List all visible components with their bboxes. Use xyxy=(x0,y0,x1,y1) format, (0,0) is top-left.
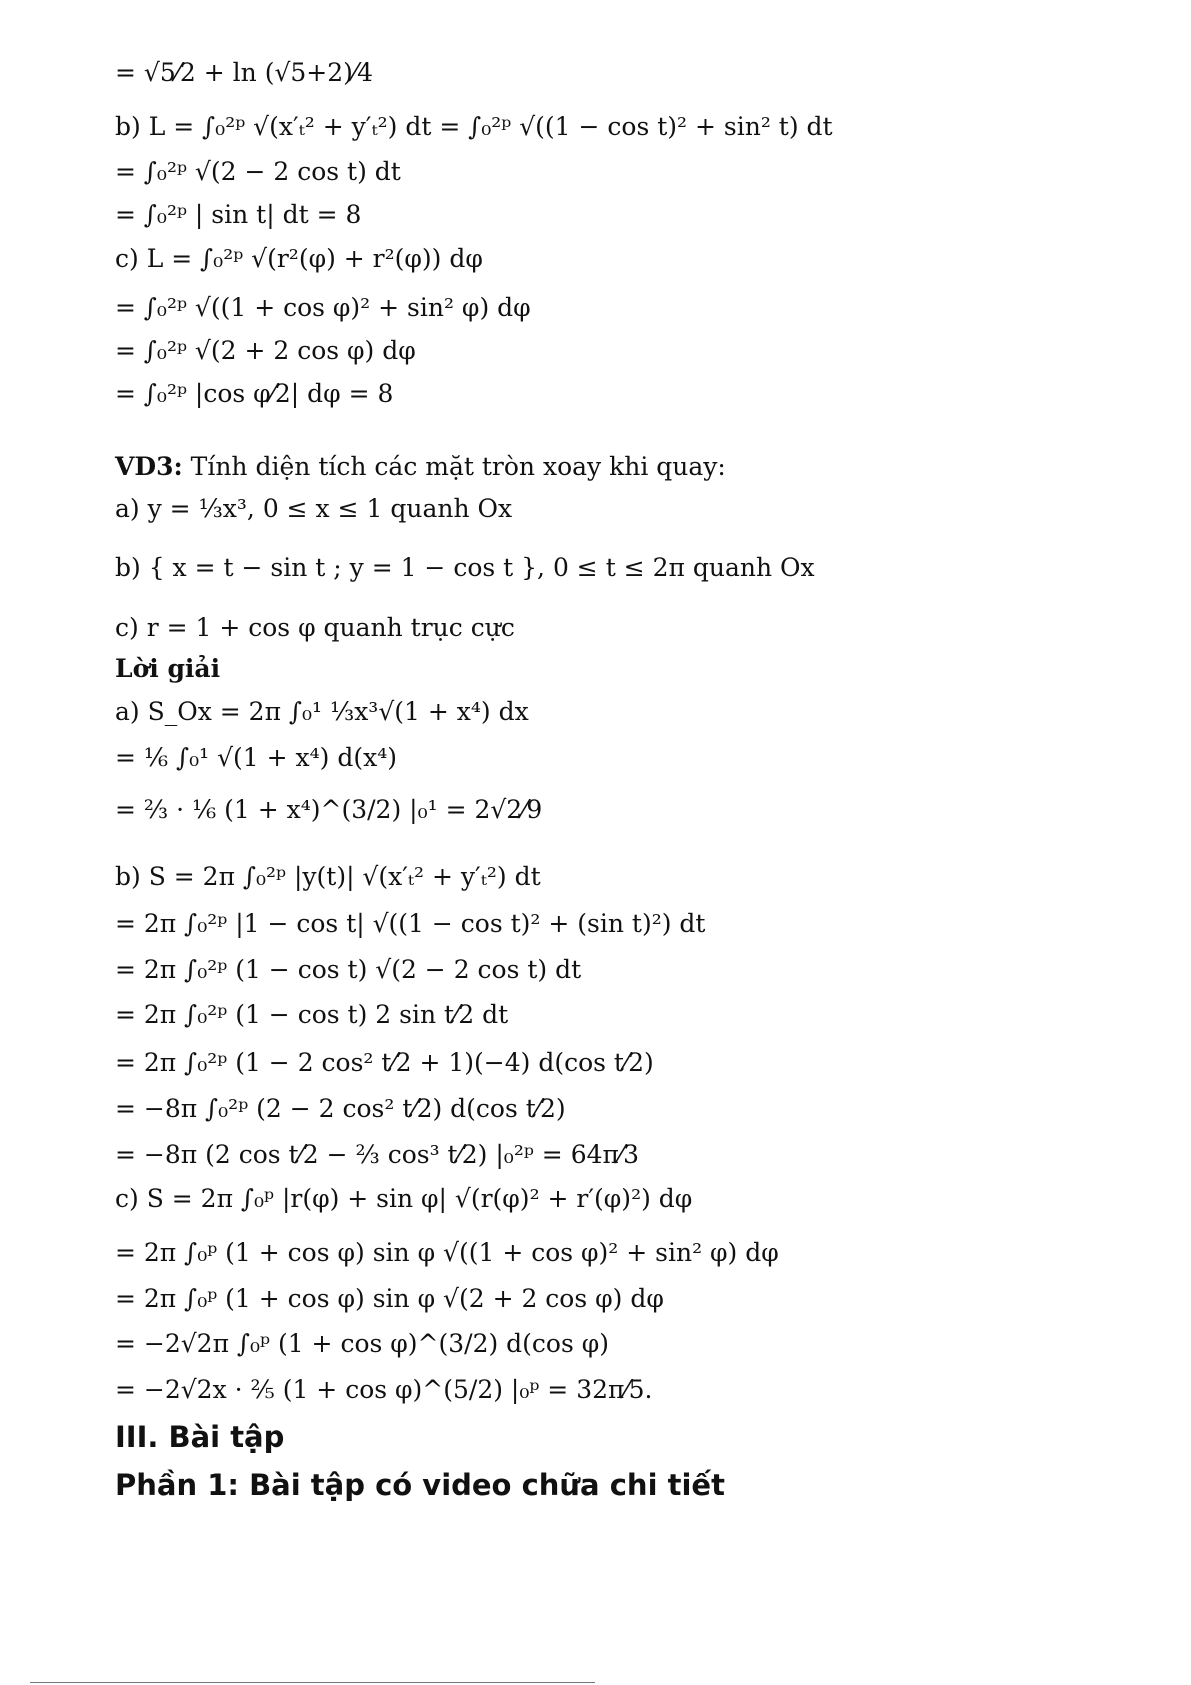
problem-a: a) y = ⅓x³, 0 ≤ x ≤ 1 quanh Ox xyxy=(115,494,513,523)
sol-line-12: = 2π ∫₀ᵖ (1 + cos φ) sin φ √((1 + cos φ)² + sin² φ) dφ xyxy=(115,1238,779,1267)
problem-c: c) r = 1 + cos φ quanh trục cực xyxy=(115,613,515,642)
vd3-label: VD3: xyxy=(115,452,183,481)
vd3-line xyxy=(115,452,726,482)
problem-b: b) { x = t − sin t ; y = 1 − cos t }, 0 ≤ t ≤ 2π quanh Ox xyxy=(115,553,815,582)
sol-line-14: = −2√2π ∫₀ᵖ (1 + cos φ)^(3/2) d(cos φ) xyxy=(115,1329,610,1358)
sol-line-10: = −8π (2 cos t⁄2 − ⅔ cos³ t⁄2) |₀²ᵖ = 64π⁄3 xyxy=(115,1140,640,1169)
sol-line-13: = 2π ∫₀ᵖ (1 + cos φ) sin φ √(2 + 2 cos φ) dφ xyxy=(115,1284,664,1313)
eq-line-6: = ∫₀²ᵖ √((1 + cos φ)² + sin² φ) dφ xyxy=(115,293,531,322)
footer-rule xyxy=(30,1682,595,1683)
sol-line-15: = −2√2x · ⅖ (1 + cos φ)^(5/2) |₀ᵖ = 32π⁄5. xyxy=(115,1375,653,1404)
eq-line-8: = ∫₀²ᵖ |cos φ⁄2| dφ = 8 xyxy=(115,379,394,408)
sol-line-6: = 2π ∫₀²ᵖ (1 − cos t) √(2 − 2 cos t) dt xyxy=(115,955,582,984)
sol-line-8: = 2π ∫₀²ᵖ (1 − 2 cos² t⁄2 + 1)(−4) d(cos t⁄2) xyxy=(115,1048,654,1077)
sol-line-3: = ⅔ · ⅙ (1 + x⁴)^(3/2) |₀¹ = 2√2⁄9 xyxy=(115,795,543,824)
sol-line-7: = 2π ∫₀²ᵖ (1 − cos t) 2 sin t⁄2 dt xyxy=(115,1000,509,1029)
eq-line-2: b) L = ∫₀²ᵖ √(x′ₜ² + y′ₜ²) dt = ∫₀²ᵖ √((1 − cos t)² + sin² t) dt xyxy=(115,112,833,141)
section-title: III. Bài tập xyxy=(115,1420,285,1454)
sol-line-2: = ⅙ ∫₀¹ √(1 + x⁴) d(x⁴) xyxy=(115,743,397,772)
eq-line-3: = ∫₀²ᵖ √(2 − 2 cos t) dt xyxy=(115,157,401,186)
sol-line-5: = 2π ∫₀²ᵖ |1 − cos t| √((1 − cos t)² + (sin t)²) dt xyxy=(115,909,706,938)
sol-line-1: a) S_Ox = 2π ∫₀¹ ⅓x³√(1 + x⁴) dx xyxy=(115,697,529,726)
eq-line-1: = √5⁄2 + ln (√5+2)⁄4 xyxy=(115,58,373,87)
sol-line-9: = −8π ∫₀²ᵖ (2 − 2 cos² t⁄2) d(cos t⁄2) xyxy=(115,1094,566,1123)
eq-line-5: c) L = ∫₀²ᵖ √(r²(φ) + r²(φ)) dφ xyxy=(115,244,483,273)
solution-heading: Lời giải xyxy=(115,654,221,683)
eq-line-7: = ∫₀²ᵖ √(2 + 2 cos φ) dφ xyxy=(115,336,416,365)
sol-line-11: c) S = 2π ∫₀ᵖ |r(φ) + sin φ| √(r(φ)² + r′(φ)²) dφ xyxy=(115,1184,693,1213)
subsection-title: Phần 1: Bài tập có video chữa chi tiết xyxy=(115,1468,725,1502)
eq-line-4: = ∫₀²ᵖ | sin t| dt = 8 xyxy=(115,200,362,229)
sol-line-4: b) S = 2π ∫₀²ᵖ |y(t)| √(x′ₜ² + y′ₜ²) dt xyxy=(115,862,541,891)
vd3-text: Tính diện tích các mặt tròn xoay khi quay: xyxy=(190,452,726,481)
